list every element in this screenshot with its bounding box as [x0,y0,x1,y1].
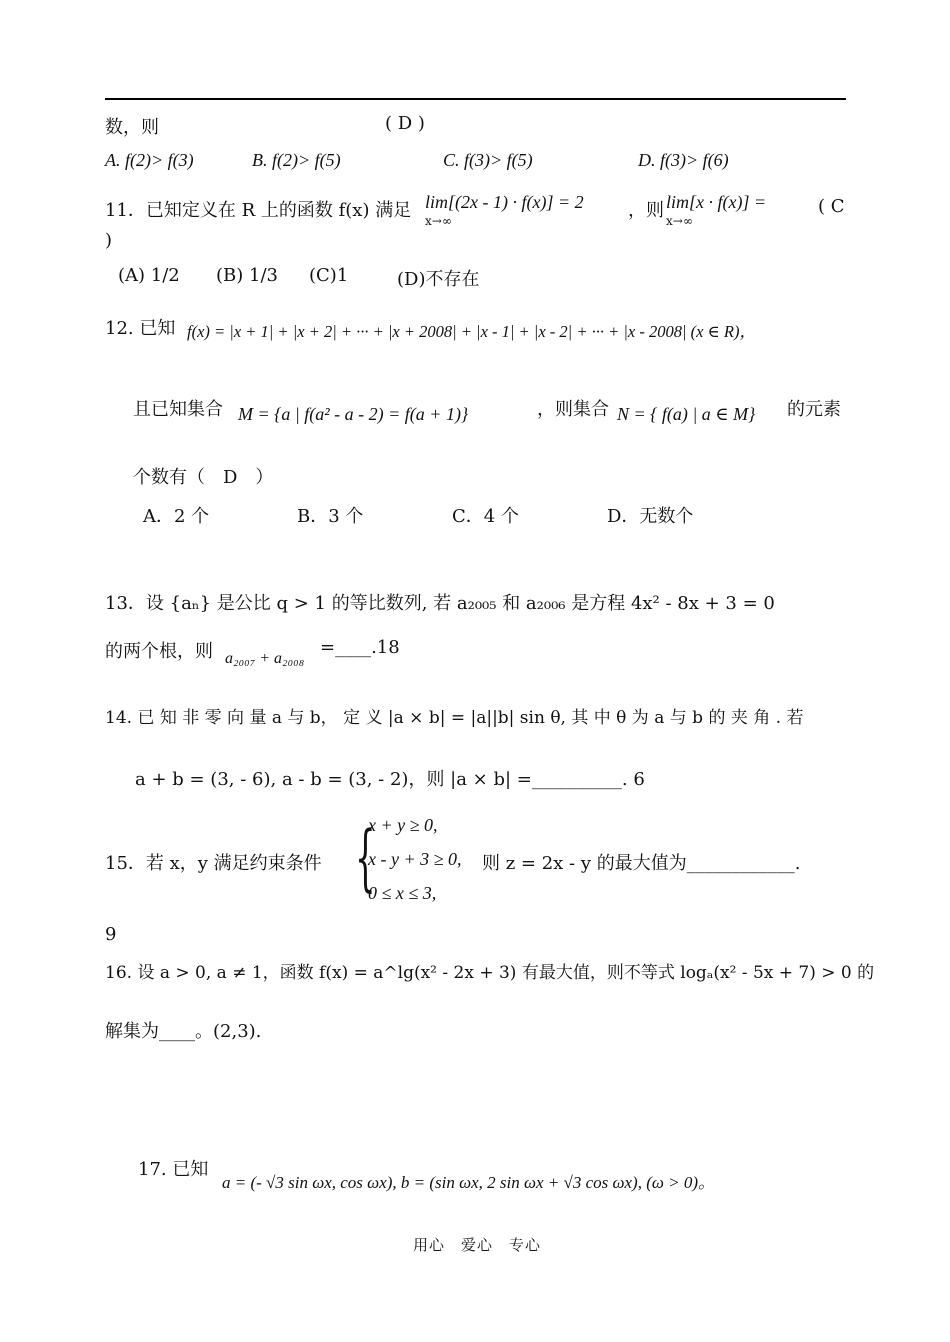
q14-line1: 14. 已 知 非 零 向 量 a 与 b， 定 义 |a × b| = |a||b| sin θ, 其 中 θ 为 a 与 b 的 夹 角 . 若 [105,708,804,728]
q13-line1: 13．设 {aₙ} 是公比 q > 1 的等比数列, 若 a₂₀₀₅ 和 a₂₀₀₆ 是方程 4x² - 8x + 3 = 0 [105,593,775,614]
q13-line2-prefix: 的两个根，则 [105,641,213,662]
q15-constraint-3: 0 ≤ x ≤ 3, [368,883,437,903]
q11-option-b: (B) 1/3 [216,265,278,286]
q10-tail: 数，则 [105,117,159,138]
q12-line2-suffix: 的元素 [787,399,841,420]
q15-brace-icon: { [355,815,376,899]
q14-line2: a + b = (3, - 6), a - b = (3, - 2)，则 |a × b| =__________. 6 [135,769,645,790]
q12-option-a: A．2 个 [143,506,210,527]
q13-expr: a₂₀₀₇ + a₂₀₀₈ [225,650,305,667]
q15-suffix: 则 z = 2x - y 的最大值为____________. [482,853,801,874]
q12-line2-mid: ，则集合 [537,399,609,420]
q15-answer: 9 [105,924,117,945]
q16-line2: 解集为____。(2,3). [105,1021,262,1042]
q11-answer-close: ) [105,230,113,251]
q11-limit1-sub: x→∞ [425,214,452,228]
q15-constraint-2: x - y + 3 ≥ 0, [368,849,462,869]
q12-formula: f(x) = |x + 1| + |x + 2| + ··· + |x + 2008| + |x - 1| + |x - 2| + ··· + |x - 2008| (x ∈ R)， [187,322,756,341]
q15-constraint-1: x + y ≥ 0, [368,815,438,835]
q10-option-d: D. f(3)> f(6) [638,150,729,170]
q12-option-d: D．无数个 [607,506,694,527]
q17-prefix: 17. 已知 [138,1159,209,1180]
q12-option-c: C．4 个 [452,506,519,527]
q12-set-m: M = {a | f(a² - a - 2) = f(a + 1)} [238,404,469,424]
header-rule [105,98,846,100]
q11-prefix: 11．已知定义在 R 上的函数 f(x) 满足 [105,200,412,221]
q10-option-c: C. f(3)> f(5) [443,150,533,170]
q10-answer: ( D ) [385,113,425,134]
q15-prefix: 15．若 x，y 满足约束条件 [105,853,322,874]
q11-limit2-sub: x→∞ [666,214,693,228]
q10-option-b: B. f(2)> f(5) [252,150,341,170]
q11-mid: ，则 [628,200,664,221]
q16-line1: 16. 设 a > 0, a ≠ 1，函数 f(x) = a^lg(x² - 2x + 3) 有最大值，则不等式 logₐ(x² - 5x + 7) > 0 的 [105,963,875,983]
q11-limit1: lim[(2x - 1) · f(x)] = 2 [425,192,584,212]
q11-option-c: (C)1 [309,265,349,286]
q12-option-b: B．3 个 [297,506,364,527]
q17-formula: a = (- √3 sin ωx, cos ωx), b = (sin ωx, 2 sin ωx + √3 cos ωx), (ω > 0)。 [222,1173,716,1192]
q12-set-n: N = { f(a) | a ∈ M} [617,404,756,424]
page-footer: 用心 爱心 专心 [413,1236,542,1254]
q12-line3: 个数有（ D ） [133,467,274,488]
q12-prefix: 12. 已知 [105,318,176,339]
q10-option-a: A. f(2)> f(3) [105,150,194,170]
q12-line2-prefix: 且已知集合 [133,399,223,420]
q11-limit2: lim[x · f(x)] = [666,192,767,212]
q11-option-a: (A) 1/2 [118,265,180,286]
q11-answer-open: ( C [818,196,845,217]
q13-line2-suffix: =____.18 [320,637,400,658]
q11-option-d: (D)不存在 [397,269,480,290]
